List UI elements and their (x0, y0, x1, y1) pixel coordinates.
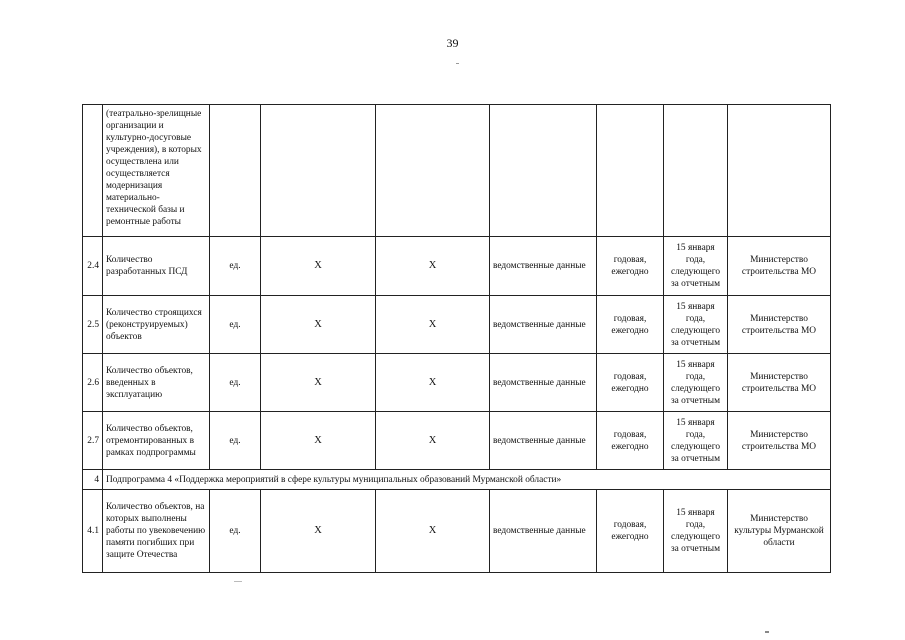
cell-responsible: Министерство строительства МО (728, 412, 831, 470)
scan-mark (456, 63, 459, 64)
cell-deadline (664, 105, 728, 237)
cell-responsible: Министерство строительства МО (728, 354, 831, 412)
cell-value-1 (261, 354, 376, 412)
cell-source: ведомственные данные (490, 354, 597, 412)
cell-value-1 (261, 490, 376, 573)
cell-source: ведомственные данные (490, 490, 597, 573)
cell-source: ведомственные данные (490, 237, 597, 296)
scan-mark (234, 581, 242, 582)
cell-periodicity: годовая, ежегодно (597, 490, 664, 573)
indicators-table (82, 104, 831, 573)
cell-value-1 (261, 237, 376, 296)
cell-unit: ед. (210, 354, 261, 412)
cell-periodicity: годовая, ежегодно (597, 354, 664, 412)
cell-indicator-name: Количество объектов, введенных в эксплуатацию (103, 354, 210, 412)
cell-value-1 (261, 412, 376, 470)
cell-num: 2.6 (83, 354, 103, 412)
cell-num: 2.4 (83, 237, 103, 296)
cell-num: 2.5 (83, 296, 103, 354)
cell-value-2 (376, 490, 490, 573)
cell-num: 4.1 (83, 490, 103, 573)
cell-value-2 (376, 237, 490, 296)
cell-value-2 (376, 296, 490, 354)
cell-num (83, 105, 103, 237)
cell-periodicity: годовая, ежегодно (597, 296, 664, 354)
scan-mark (765, 631, 769, 633)
cell-periodicity: годовая, ежегодно (597, 412, 664, 470)
cell-responsible: Министерство строительства МО (728, 296, 831, 354)
cell-deadline: 15 января года, следующего за отчетным (664, 296, 728, 354)
cell-unit (210, 105, 261, 237)
x-mark: Х (314, 525, 322, 536)
cell-deadline: 15 января года, следующего за отчетным (664, 354, 728, 412)
x-mark: Х (314, 434, 322, 446)
subprogram-row (83, 470, 831, 490)
cell-deadline: 15 января года, следующего за отчетным (664, 237, 728, 296)
table-row (83, 296, 831, 354)
page-number: 39 (446, 36, 459, 50)
cell-value-2 (376, 412, 490, 470)
cell-value-1 (261, 296, 376, 354)
cell-value-1 (261, 105, 376, 237)
x-mark: Х (314, 260, 322, 271)
table-row (83, 490, 831, 573)
cell-responsible: Министерство культуры Мурманской области (728, 490, 831, 573)
x-mark: Х (428, 318, 437, 330)
cell-source: ведомственные данные (490, 412, 597, 470)
x-mark: Х (314, 318, 322, 330)
cell-indicator-name: Количество строящихся (реконструируемых) объектов (103, 296, 210, 354)
cell-indicator-name: Количество объектов, на которых выполнены работы по увековечению памяти погибших при защите Отечества (103, 490, 210, 573)
subprogram-title: Подпрограмма 4 «Поддержка мероприятий в сфере культуры муниципальных образований Мурманской области» (103, 470, 831, 490)
cell-value-2 (376, 354, 490, 412)
x-mark: Х (428, 525, 437, 536)
cell-indicator-name: Количество объектов, отремонтированных в рамках подпрограммы (103, 412, 210, 470)
cell-source: ведомственные данные (490, 296, 597, 354)
cell-unit: ед. (210, 490, 261, 573)
x-mark: Х (428, 376, 437, 388)
cell-responsible (728, 105, 831, 237)
cell-unit: ед. (210, 296, 261, 354)
x-mark: Х (428, 434, 437, 446)
table-row (83, 237, 831, 296)
cell-periodicity: годовая, ежегодно (597, 237, 664, 296)
cell-source (490, 105, 597, 237)
x-mark: Х (314, 376, 322, 388)
cell-indicator-name: Количество разработанных ПСД (103, 237, 210, 296)
cell-indicator-name: (театрально-зрелищные организации и культурно-досуговые учреждения), в которых осуществлена или осуществляется модернизация материально-технической базы и ремонтные работы (103, 105, 210, 237)
cell-num: 4 (83, 470, 103, 490)
cell-unit: ед. (210, 412, 261, 470)
cell-unit: ед. (210, 237, 261, 296)
cell-num: 2.7 (83, 412, 103, 470)
table-row-continuation (83, 105, 831, 237)
table-row (83, 354, 831, 412)
cell-value-2 (376, 105, 490, 237)
cell-responsible: Министерство строительства МО (728, 237, 831, 296)
cell-deadline: 15 января года, следующего за отчетным (664, 490, 728, 573)
cell-deadline: 15 января года, следующего за отчетным (664, 412, 728, 470)
cell-periodicity (597, 105, 664, 237)
x-mark: Х (428, 260, 437, 271)
table-row (83, 412, 831, 470)
